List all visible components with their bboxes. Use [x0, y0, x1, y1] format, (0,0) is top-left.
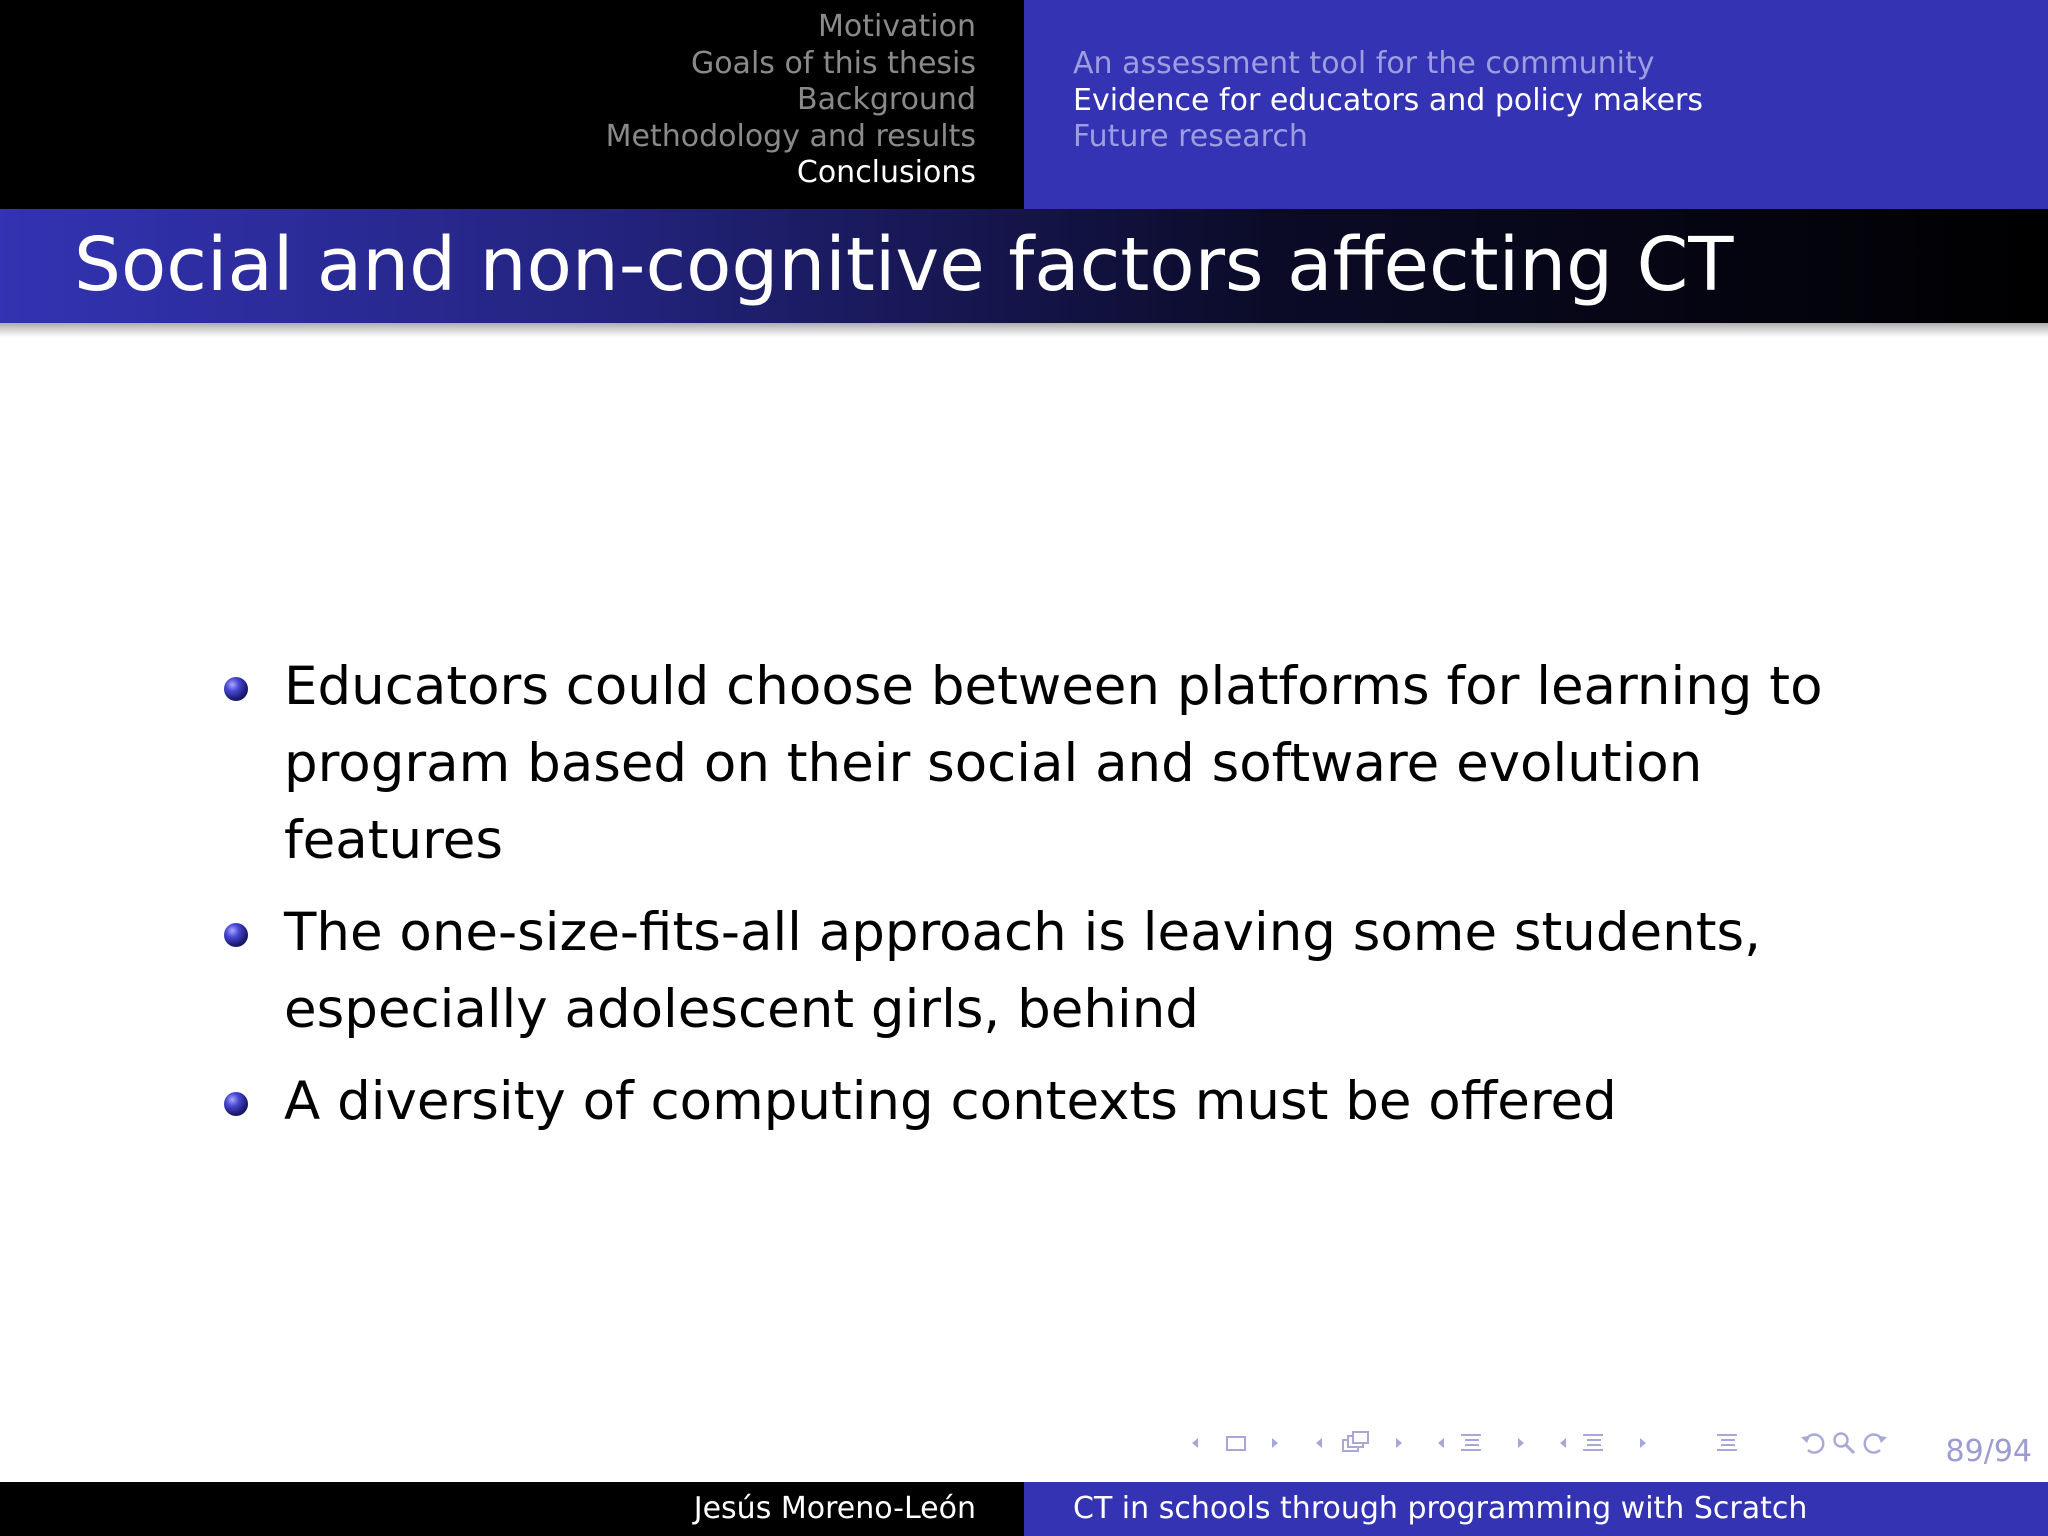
subsection-list	[1073, 46, 1703, 156]
footer-author: Jesús Moreno-León	[693, 1491, 976, 1526]
section-link-goals[interactable]: Goals of this thesis	[690, 45, 976, 81]
section-link-conclusions[interactable]: Conclusions	[796, 155, 976, 190]
next-frame-icon[interactable]	[1392, 1428, 1406, 1458]
search-icon[interactable]	[1830, 1428, 1858, 1458]
subsection-navigation	[1024, 0, 2048, 209]
next-section-icon[interactable]	[1636, 1428, 1650, 1458]
subsection-link-assessment-tool[interactable]: An assessment tool for the community	[1073, 46, 1655, 81]
section-link-background[interactable]: Background	[797, 82, 976, 117]
frame-icon[interactable]	[1340, 1428, 1370, 1458]
bullet-text: Educators could choose between platforms for learning to program based on their social and software evolution features	[284, 656, 1823, 871]
footer-author-box	[0, 1482, 1024, 1536]
document-icon[interactable]	[1714, 1428, 1740, 1458]
bullet-icon	[224, 677, 248, 701]
bullet-item	[224, 894, 1924, 1048]
subsection-link-future-research[interactable]: Future research	[1073, 119, 1308, 154]
bullet-icon	[224, 1092, 248, 1116]
prev-frame-icon[interactable]	[1312, 1428, 1326, 1458]
prev-section-icon[interactable]	[1556, 1428, 1570, 1458]
bullet-text: A diversity of computing contexts must be offered	[284, 1071, 1617, 1132]
next-subsection-icon[interactable]	[1514, 1428, 1528, 1458]
prev-subsection-icon[interactable]	[1434, 1428, 1448, 1458]
section-icon[interactable]	[1580, 1428, 1606, 1458]
bullet-item	[224, 1063, 1924, 1140]
next-slide-icon[interactable]	[1268, 1428, 1282, 1458]
bullet-item	[224, 648, 1924, 879]
title-shadow	[0, 323, 2048, 337]
frame-title: Social and non-cognitive factors affecting CT	[74, 222, 1734, 308]
footer-title: CT in schools through programming with Scratch	[1073, 1491, 1808, 1526]
bullet-text: The one-size-fits-all approach is leaving some students, especially adolescent girls, behind	[284, 902, 1761, 1040]
page-number: 89/94	[1945, 1434, 2032, 1469]
frame-title-bar	[0, 209, 2048, 323]
bullet-list	[224, 648, 1924, 1155]
footer-title-box	[1024, 1482, 2048, 1536]
section-list	[606, 9, 976, 192]
prev-slide-icon[interactable]	[1188, 1428, 1202, 1458]
section-navigation	[0, 0, 1024, 209]
back-icon[interactable]	[1798, 1428, 1828, 1458]
section-link-methodology[interactable]: Methodology and results	[605, 118, 976, 154]
forward-icon[interactable]	[1860, 1428, 1890, 1458]
subsection-icon[interactable]	[1458, 1428, 1484, 1458]
slide-icon[interactable]	[1224, 1428, 1248, 1458]
section-link-motivation[interactable]: Motivation	[818, 9, 976, 44]
subsection-link-evidence[interactable]: Evidence for educators and policy makers	[1073, 82, 1703, 118]
bullet-icon	[224, 923, 248, 947]
